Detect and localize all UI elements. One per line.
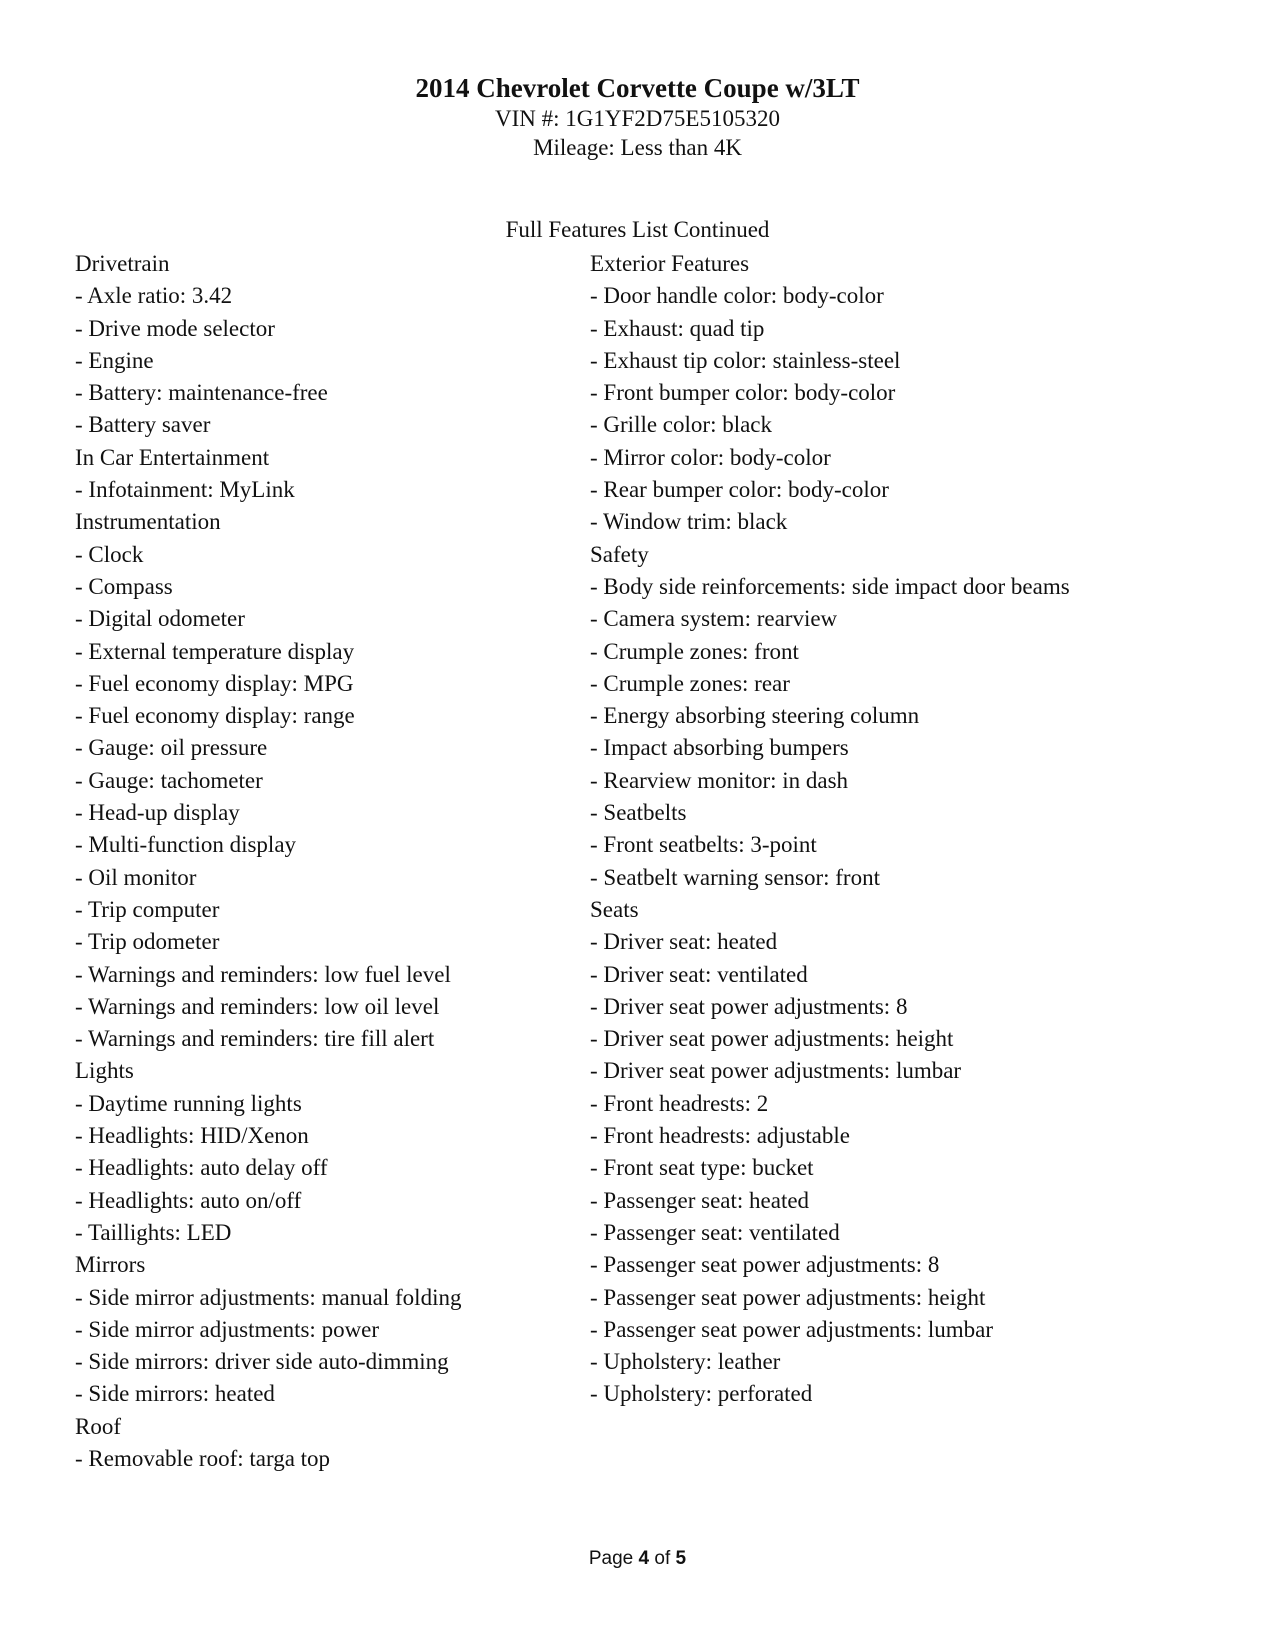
page-number xyxy=(0,1548,1275,1570)
feature-item: - Driver seat power adjustments: 8 xyxy=(590,993,908,1019)
feature-item: - Infotainment: MyLink xyxy=(75,477,295,503)
feature-item: - Crumple zones: rear xyxy=(590,670,790,696)
feature-item: - Body side reinforcements: side impact door beams xyxy=(590,573,1070,599)
feature-item: - Upholstery: leather xyxy=(590,1349,781,1375)
feature-item: - Taillights: LED xyxy=(75,1219,232,1245)
feature-item: - Front seat type: bucket xyxy=(590,1155,814,1181)
vehicle-title: 2014 Chevrolet Corvette Coupe w/3LT xyxy=(415,73,860,103)
feature-item: - Removable roof: targa top xyxy=(75,1445,331,1471)
feature-item: - Gauge: oil pressure xyxy=(75,735,268,761)
section-title: Full Features List Continued xyxy=(505,217,770,242)
feature-category-heading: Instrumentation xyxy=(75,509,221,535)
feature-item: - Passenger seat power adjustments: 8 xyxy=(590,1252,940,1278)
feature-item: - External temperature display xyxy=(75,638,355,664)
mileage: Mileage: Less than 4K xyxy=(533,135,742,160)
page-label: Page xyxy=(588,1548,634,1569)
feature-item: - Daytime running lights xyxy=(75,1090,302,1116)
feature-item: - Front seatbelts: 3-point xyxy=(590,832,817,858)
feature-item: - Seatbelt warning sensor: front xyxy=(590,864,880,890)
feature-category-heading: Lights xyxy=(75,1058,134,1084)
feature-item: - Battery saver xyxy=(75,412,211,438)
feature-item: - Drive mode selector xyxy=(75,315,275,341)
feature-item: - Oil monitor xyxy=(75,864,197,890)
feature-item: - Side mirrors: driver side auto-dimming xyxy=(75,1349,449,1375)
feature-item: - Passenger seat power adjustments: lumbar xyxy=(590,1316,994,1342)
feature-item: - Rear bumper color: body-color xyxy=(590,477,889,503)
feature-item: - Passenger seat: ventilated xyxy=(590,1219,840,1245)
feature-item: - Gauge: tachometer xyxy=(75,767,263,793)
feature-item: - Trip computer xyxy=(75,896,220,922)
feature-item: - Impact absorbing bumpers xyxy=(590,735,849,761)
feature-item: - Warnings and reminders: low oil level xyxy=(75,993,440,1019)
page-total: 5 xyxy=(675,1548,687,1569)
feature-item: - Exhaust: quad tip xyxy=(590,315,765,341)
feature-item: - Head-up display xyxy=(75,800,240,826)
feature-item: - Camera system: rearview xyxy=(590,606,838,632)
page-of-label: of xyxy=(654,1548,671,1569)
feature-item: - Battery: maintenance-free xyxy=(75,380,328,406)
feature-item: - Side mirror adjustments: power xyxy=(75,1316,380,1342)
feature-item: - Multi-function display xyxy=(75,832,297,858)
feature-item: - Grille color: black xyxy=(590,412,773,438)
feature-item: - Mirror color: body-color xyxy=(590,444,831,470)
feature-item: - Fuel economy display: range xyxy=(75,703,355,729)
feature-item: - Headlights: HID/Xenon xyxy=(75,1123,309,1149)
feature-item: - Engine xyxy=(75,347,154,373)
feature-item: - Passenger seat: heated xyxy=(590,1187,810,1213)
feature-category-heading: Roof xyxy=(75,1413,121,1439)
feature-item: - Driver seat: ventilated xyxy=(590,961,808,987)
feature-item: - Driver seat power adjustments: height xyxy=(590,1026,954,1052)
feature-item: - Digital odometer xyxy=(75,606,245,632)
feature-item: - Fuel economy display: MPG xyxy=(75,670,354,696)
feature-item: - Front bumper color: body-color xyxy=(590,380,896,406)
feature-item: - Axle ratio: 3.42 xyxy=(75,283,233,309)
feature-item: - Warnings and reminders: low fuel level xyxy=(75,961,451,987)
feature-item: - Driver seat: heated xyxy=(590,929,778,955)
feature-item: - Side mirrors: heated xyxy=(75,1381,275,1407)
feature-item: - Front headrests: adjustable xyxy=(590,1123,850,1149)
feature-category-heading: Exterior Features xyxy=(590,251,750,276)
feature-item: - Rearview monitor: in dash xyxy=(590,767,849,793)
feature-item: - Energy absorbing steering column xyxy=(590,703,920,729)
feature-category-heading: Drivetrain xyxy=(75,251,170,276)
feature-item: - Seatbelts xyxy=(590,800,687,826)
feature-category-heading: Seats xyxy=(590,896,639,922)
feature-item: - Side mirror adjustments: manual folding xyxy=(75,1284,462,1310)
vin-number: VIN #: 1G1YF2D75E5105320 xyxy=(495,106,780,131)
feature-item: - Headlights: auto delay off xyxy=(75,1155,328,1181)
feature-item: - Headlights: auto on/off xyxy=(75,1187,302,1213)
feature-category-heading: Safety xyxy=(590,541,649,567)
feature-item: - Compass xyxy=(75,573,173,599)
document-header xyxy=(0,72,1275,162)
feature-category-heading: Mirrors xyxy=(75,1252,146,1278)
feature-item: - Clock xyxy=(75,541,144,567)
feature-category-heading: In Car Entertainment xyxy=(75,444,270,470)
right-feature-column xyxy=(590,248,1230,1411)
page-current: 4 xyxy=(638,1548,650,1569)
feature-item: - Upholstery: perforated xyxy=(590,1381,813,1407)
feature-item: - Front headrests: 2 xyxy=(590,1090,769,1116)
feature-item: - Driver seat power adjustments: lumbar xyxy=(590,1058,962,1084)
feature-item: - Passenger seat power adjustments: height xyxy=(590,1284,986,1310)
feature-item: - Exhaust tip color: stainless-steel xyxy=(590,347,901,373)
left-feature-column xyxy=(75,248,575,1475)
feature-item: - Trip odometer xyxy=(75,929,220,955)
feature-item: - Door handle color: body-color xyxy=(590,283,884,309)
feature-item: - Warnings and reminders: tire fill alert xyxy=(75,1026,435,1052)
feature-item: - Crumple zones: front xyxy=(590,638,799,664)
feature-item: - Window trim: black xyxy=(590,509,788,535)
